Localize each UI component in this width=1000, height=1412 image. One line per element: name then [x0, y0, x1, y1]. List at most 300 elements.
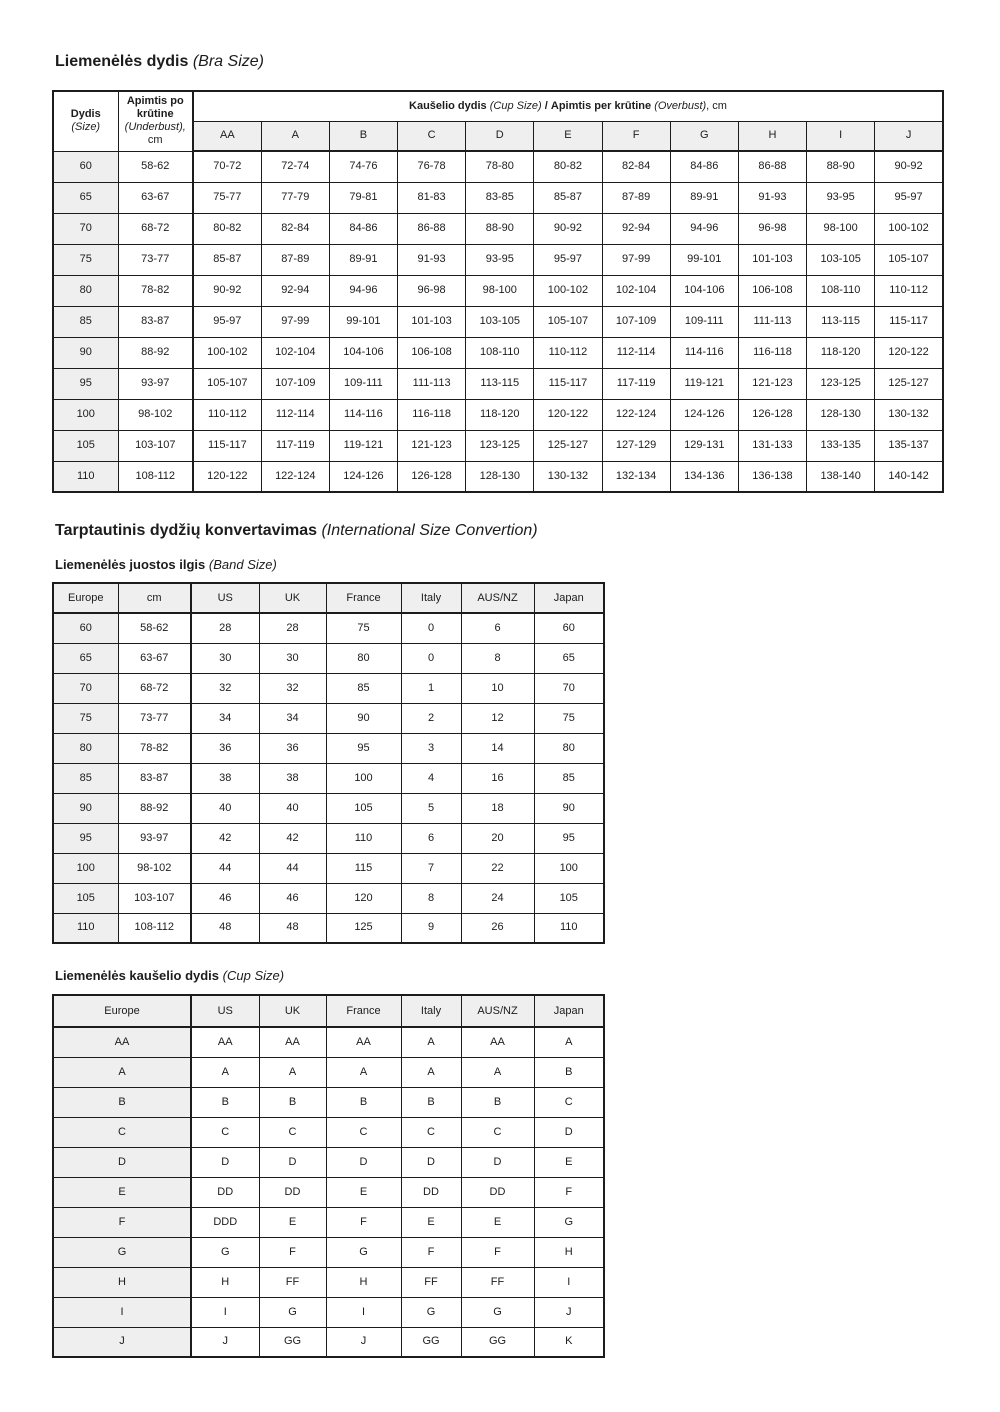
band-value-cell: 38	[191, 763, 259, 793]
band-value-cell: 8	[461, 643, 534, 673]
cup-size-heading-main: Liemenėlės kaušelio dydis	[55, 968, 220, 983]
underbust-cell: 83-87	[118, 306, 193, 337]
cup-value-cell: DD	[191, 1177, 259, 1207]
band-value-cell: 85	[326, 673, 401, 703]
band-value-cell: 12	[461, 703, 534, 733]
underbust-cell: 68-72	[118, 213, 193, 244]
overbust-range-cell: 95-97	[534, 244, 602, 275]
overbust-range-cell: 118-120	[807, 337, 875, 368]
underbust-cell: 58-62	[118, 151, 193, 182]
underbust-cell: 93-97	[118, 368, 193, 399]
band-size-row	[53, 883, 604, 913]
cup-value-cell: C	[191, 1117, 259, 1147]
band-value-cell: 32	[191, 673, 259, 703]
overbust-range-cell: 126-128	[738, 399, 806, 430]
cup-value-cell: FF	[461, 1267, 534, 1297]
europe-size-cell: 95	[53, 823, 118, 853]
cm-range-cell: 83-87	[118, 763, 191, 793]
band-value-cell: 30	[191, 643, 259, 673]
overbust-range-cell: 104-106	[329, 337, 397, 368]
overbust-range-cell: 95-97	[193, 306, 261, 337]
size-cell: 60	[53, 151, 118, 182]
band-value-cell: 9	[401, 913, 461, 943]
band-value-cell: 110	[534, 913, 604, 943]
country-column-header: US	[191, 995, 259, 1027]
overbust-range-cell: 100-102	[534, 275, 602, 306]
europe-size-cell: 90	[53, 793, 118, 823]
band-value-cell: 75	[326, 613, 401, 643]
band-value-cell: 48	[259, 913, 326, 943]
overbust-range-cell: 108-110	[807, 275, 875, 306]
overbust-range-cell: 72-74	[261, 151, 329, 182]
overbust-range-cell: 107-109	[261, 368, 329, 399]
underbust-cell: 73-77	[118, 244, 193, 275]
band-value-cell: 30	[259, 643, 326, 673]
cup-value-cell: A	[401, 1057, 461, 1087]
cup-value-cell: AA	[259, 1027, 326, 1057]
overbust-range-cell: 112-114	[261, 399, 329, 430]
cm-range-cell: 88-92	[118, 793, 191, 823]
band-value-cell: 38	[259, 763, 326, 793]
band-value-cell: 85	[534, 763, 604, 793]
overbust-range-cell: 86-88	[738, 151, 806, 182]
band-value-cell: 1	[401, 673, 461, 703]
overbust-range-cell: 85-87	[534, 182, 602, 213]
country-column-header: France	[326, 995, 401, 1027]
cup-value-cell: FF	[259, 1267, 326, 1297]
bra-size-header-row-1	[53, 91, 943, 121]
cup-size-heading	[52, 968, 945, 984]
cup-value-cell: D	[326, 1147, 401, 1177]
cup-size-header-row	[53, 995, 604, 1027]
band-value-cell: 95	[326, 733, 401, 763]
overbust-range-cell: 114-116	[670, 337, 738, 368]
europe-cup-cell: I	[53, 1297, 191, 1327]
overbust-range-cell: 120-122	[875, 337, 943, 368]
europe-cup-cell: B	[53, 1087, 191, 1117]
europe-size-cell: 110	[53, 913, 118, 943]
overbust-range-cell: 102-104	[602, 275, 670, 306]
cup-value-cell: A	[461, 1057, 534, 1087]
band-value-cell: 42	[191, 823, 259, 853]
band-size-row	[53, 673, 604, 703]
overbust-range-cell: 74-76	[329, 151, 397, 182]
overbust-range-cell: 106-108	[738, 275, 806, 306]
europe-cup-cell: A	[53, 1057, 191, 1087]
cup-value-cell: B	[191, 1087, 259, 1117]
overbust-range-cell: 99-101	[329, 306, 397, 337]
page-title	[52, 52, 945, 72]
overbust-range-cell: 90-92	[534, 213, 602, 244]
band-value-cell: 105	[326, 793, 401, 823]
band-value-cell: 18	[461, 793, 534, 823]
section-title-main: Tarptautinis dydžių konvertavimas	[55, 522, 317, 539]
europe-cup-cell: AA	[53, 1027, 191, 1057]
cup-letter-header: B	[329, 121, 397, 151]
cup-value-cell: DDD	[191, 1207, 259, 1237]
cup-value-cell: H	[191, 1267, 259, 1297]
bra-size-row	[53, 368, 943, 399]
europe-cup-cell: D	[53, 1147, 191, 1177]
overbust-range-cell: 130-132	[534, 461, 602, 492]
size-cell: 90	[53, 337, 118, 368]
country-column-header: Italy	[401, 995, 461, 1027]
cup-size-row	[53, 1177, 604, 1207]
overbust-range-cell: 136-138	[738, 461, 806, 492]
cup-value-cell: F	[534, 1177, 604, 1207]
cup-letter-header: I	[807, 121, 875, 151]
overbust-range-cell: 138-140	[807, 461, 875, 492]
band-value-cell: 28	[191, 613, 259, 643]
band-size-table	[52, 582, 605, 944]
overbust-range-cell: 89-91	[670, 182, 738, 213]
overbust-range-cell: 91-93	[398, 244, 466, 275]
overbust-range-cell: 109-111	[329, 368, 397, 399]
cup-value-cell: G	[191, 1237, 259, 1267]
band-value-cell: 40	[191, 793, 259, 823]
overbust-range-cell: 111-113	[398, 368, 466, 399]
overbust-range-cell: 92-94	[261, 275, 329, 306]
europe-size-cell: 80	[53, 733, 118, 763]
band-value-cell: 115	[326, 853, 401, 883]
overbust-range-cell: 118-120	[466, 399, 534, 430]
cup-size-row	[53, 1147, 604, 1177]
band-value-cell: 36	[191, 733, 259, 763]
cup-size-row	[53, 1237, 604, 1267]
band-value-cell: 28	[259, 613, 326, 643]
cup-value-cell: GG	[461, 1327, 534, 1357]
bra-size-row	[53, 182, 943, 213]
cup-size-row	[53, 1267, 604, 1297]
band-size-row	[53, 853, 604, 883]
band-size-row	[53, 613, 604, 643]
cup-value-cell: E	[259, 1207, 326, 1237]
overbust-range-cell: 115-117	[875, 306, 943, 337]
overbust-range-cell: 134-136	[670, 461, 738, 492]
band-value-cell: 5	[401, 793, 461, 823]
band-size-header-row	[53, 583, 604, 613]
overbust-range-cell: 91-93	[738, 182, 806, 213]
cm-range-cell: 63-67	[118, 643, 191, 673]
overbust-range-cell: 119-121	[670, 368, 738, 399]
overbust-range-cell: 85-87	[193, 244, 261, 275]
overbust-range-cell: 77-79	[261, 182, 329, 213]
cup-value-cell: H	[534, 1237, 604, 1267]
band-value-cell: 8	[401, 883, 461, 913]
cup-letter-header: D	[466, 121, 534, 151]
overbust-range-cell: 128-130	[807, 399, 875, 430]
overbust-range-cell: 103-105	[466, 306, 534, 337]
band-value-cell: 120	[326, 883, 401, 913]
bra-size-row	[53, 213, 943, 244]
overbust-range-cell: 90-92	[193, 275, 261, 306]
cm-range-cell: 78-82	[118, 733, 191, 763]
country-column-header: Italy	[401, 583, 461, 613]
cup-value-cell: D	[191, 1147, 259, 1177]
overbust-range-cell: 94-96	[670, 213, 738, 244]
cup-value-cell: D	[259, 1147, 326, 1177]
overbust-range-cell: 106-108	[398, 337, 466, 368]
cup-value-cell: K	[534, 1327, 604, 1357]
overbust-range-cell: 83-85	[466, 182, 534, 213]
overbust-range-cell: 95-97	[875, 182, 943, 213]
cup-value-cell: C	[461, 1117, 534, 1147]
cup-value-cell: C	[401, 1117, 461, 1147]
band-value-cell: 26	[461, 913, 534, 943]
overbust-range-cell: 123-125	[466, 430, 534, 461]
cup-value-cell: D	[401, 1147, 461, 1177]
band-value-cell: 14	[461, 733, 534, 763]
overbust-range-cell: 97-99	[602, 244, 670, 275]
cup-value-cell: G	[259, 1297, 326, 1327]
size-cell: 85	[53, 306, 118, 337]
overbust-range-cell: 105-107	[193, 368, 261, 399]
band-value-cell: 20	[461, 823, 534, 853]
size-cell: 105	[53, 430, 118, 461]
cm-range-cell: 73-77	[118, 703, 191, 733]
underbust-cell: 108-112	[118, 461, 193, 492]
overbust-range-cell: 93-95	[466, 244, 534, 275]
overbust-range-cell: 122-124	[602, 399, 670, 430]
cup-value-cell: AA	[461, 1027, 534, 1057]
cup-value-cell: D	[534, 1117, 604, 1147]
overbust-range-cell: 87-89	[261, 244, 329, 275]
overbust-range-cell: 140-142	[875, 461, 943, 492]
band-value-cell: 24	[461, 883, 534, 913]
overbust-range-cell: 123-125	[807, 368, 875, 399]
overbust-range-cell: 90-92	[875, 151, 943, 182]
cup-size-row	[53, 1297, 604, 1327]
overbust-range-cell: 96-98	[398, 275, 466, 306]
overbust-range-cell: 101-103	[398, 306, 466, 337]
overbust-range-cell: 78-80	[466, 151, 534, 182]
cup-value-cell: C	[534, 1087, 604, 1117]
overbust-range-cell: 116-118	[398, 399, 466, 430]
overbust-range-cell: 125-127	[534, 430, 602, 461]
overbust-range-cell: 82-84	[261, 213, 329, 244]
cup-value-cell: B	[401, 1087, 461, 1117]
band-value-cell: 44	[191, 853, 259, 883]
overbust-range-cell: 104-106	[670, 275, 738, 306]
overbust-range-cell: 89-91	[329, 244, 397, 275]
overbust-range-cell: 94-96	[329, 275, 397, 306]
cup-value-cell: DD	[401, 1177, 461, 1207]
overbust-range-cell: 113-115	[807, 306, 875, 337]
cup-value-cell: A	[401, 1027, 461, 1057]
band-size-heading-main: Liemenėlės juostos ilgis	[55, 557, 206, 572]
cm-column-header: cm	[118, 583, 191, 613]
country-column-header: France	[326, 583, 401, 613]
cup-value-cell: F	[326, 1207, 401, 1237]
overbust-range-cell: 86-88	[398, 213, 466, 244]
cup-value-cell: E	[461, 1207, 534, 1237]
cup-value-cell: D	[461, 1147, 534, 1177]
overbust-range-cell: 119-121	[329, 430, 397, 461]
band-value-cell: 22	[461, 853, 534, 883]
overbust-range-cell: 132-134	[602, 461, 670, 492]
band-value-cell: 80	[534, 733, 604, 763]
cup-size-row	[53, 1027, 604, 1057]
overbust-range-cell: 99-101	[670, 244, 738, 275]
cup-value-cell: A	[191, 1057, 259, 1087]
overbust-range-cell: 120-122	[193, 461, 261, 492]
band-value-cell: 46	[259, 883, 326, 913]
cup-size-table	[52, 994, 605, 1358]
section-title-international	[52, 521, 945, 541]
band-value-cell: 32	[259, 673, 326, 703]
band-size-row	[53, 733, 604, 763]
size-cell: 75	[53, 244, 118, 275]
europe-size-cell: 85	[53, 763, 118, 793]
overbust-range-cell: 124-126	[670, 399, 738, 430]
overbust-range-cell: 88-90	[807, 151, 875, 182]
overbust-range-cell: 93-95	[807, 182, 875, 213]
overbust-range-cell: 128-130	[466, 461, 534, 492]
overbust-range-cell: 114-116	[329, 399, 397, 430]
overbust-range-cell: 124-126	[329, 461, 397, 492]
underbust-cell: 98-102	[118, 399, 193, 430]
overbust-range-cell: 117-119	[602, 368, 670, 399]
band-value-cell: 34	[191, 703, 259, 733]
cup-letter-header: G	[670, 121, 738, 151]
overbust-range-cell: 125-127	[875, 368, 943, 399]
cup-value-cell: B	[326, 1087, 401, 1117]
overbust-range-cell: 115-117	[193, 430, 261, 461]
band-value-cell: 34	[259, 703, 326, 733]
size-cell: 95	[53, 368, 118, 399]
bra-size-row	[53, 430, 943, 461]
europe-size-cell: 65	[53, 643, 118, 673]
country-column-header: UK	[259, 995, 326, 1027]
bra-size-row	[53, 275, 943, 306]
cup-value-cell: G	[461, 1297, 534, 1327]
cup-letter-header: AA	[193, 121, 261, 151]
cup-value-cell: GG	[259, 1327, 326, 1357]
overbust-range-cell: 80-82	[193, 213, 261, 244]
cup-value-cell: J	[191, 1327, 259, 1357]
overbust-range-cell: 110-112	[193, 399, 261, 430]
country-column-header: AUS/NZ	[461, 995, 534, 1027]
country-column-header: Japan	[534, 583, 604, 613]
overbust-range-cell: 87-89	[602, 182, 670, 213]
overbust-range-cell: 81-83	[398, 182, 466, 213]
overbust-range-cell: 101-103	[738, 244, 806, 275]
band-value-cell: 70	[534, 673, 604, 703]
europe-cup-cell: F	[53, 1207, 191, 1237]
overbust-range-cell: 96-98	[738, 213, 806, 244]
cup-value-cell: A	[534, 1027, 604, 1057]
band-size-row	[53, 643, 604, 673]
cup-value-cell: FF	[401, 1267, 461, 1297]
band-value-cell: 110	[326, 823, 401, 853]
band-size-row	[53, 703, 604, 733]
cm-range-cell: 98-102	[118, 853, 191, 883]
band-value-cell: 2	[401, 703, 461, 733]
overbust-range-cell: 112-114	[602, 337, 670, 368]
band-value-cell: 125	[326, 913, 401, 943]
page-title-main: Liemenėlės dydis	[55, 53, 189, 70]
cup-value-cell: J	[326, 1327, 401, 1357]
cup-value-cell: AA	[191, 1027, 259, 1057]
overbust-range-cell: 82-84	[602, 151, 670, 182]
country-column-header: US	[191, 583, 259, 613]
cup-letter-header: H	[738, 121, 806, 151]
overbust-range-cell: 129-131	[670, 430, 738, 461]
cup-letter-header: C	[398, 121, 466, 151]
cup-letter-header: E	[534, 121, 602, 151]
europe-cup-cell: G	[53, 1237, 191, 1267]
overbust-range-cell: 76-78	[398, 151, 466, 182]
band-value-cell: 16	[461, 763, 534, 793]
cup-value-cell: E	[401, 1207, 461, 1237]
section-title-sub: (International Size Convertion)	[321, 522, 538, 539]
overbust-range-cell: 126-128	[398, 461, 466, 492]
band-value-cell: 40	[259, 793, 326, 823]
overbust-range-cell: 109-111	[670, 306, 738, 337]
overbust-range-cell: 105-107	[875, 244, 943, 275]
overbust-range-cell: 98-100	[807, 213, 875, 244]
cup-value-cell: I	[191, 1297, 259, 1327]
size-cell: 110	[53, 461, 118, 492]
cup-value-cell: F	[259, 1237, 326, 1267]
underbust-cell: 63-67	[118, 182, 193, 213]
band-value-cell: 80	[326, 643, 401, 673]
band-value-cell: 46	[191, 883, 259, 913]
cup-value-cell: A	[326, 1057, 401, 1087]
band-value-cell: 60	[534, 613, 604, 643]
overbust-range-cell: 84-86	[670, 151, 738, 182]
cup-value-cell: F	[401, 1237, 461, 1267]
band-value-cell: 36	[259, 733, 326, 763]
cup-value-cell: G	[401, 1297, 461, 1327]
cup-value-cell: E	[326, 1177, 401, 1207]
europe-size-cell: 60	[53, 613, 118, 643]
bra-size-row	[53, 244, 943, 275]
cup-value-cell: E	[534, 1147, 604, 1177]
europe-cup-cell: J	[53, 1327, 191, 1357]
cup-value-cell: G	[534, 1207, 604, 1237]
europe-cup-cell: E	[53, 1177, 191, 1207]
band-size-row	[53, 823, 604, 853]
band-value-cell: 105	[534, 883, 604, 913]
cup-letter-header: F	[602, 121, 670, 151]
cup-value-cell: I	[326, 1297, 401, 1327]
overbust-range-cell: 79-81	[329, 182, 397, 213]
band-value-cell: 48	[191, 913, 259, 943]
cup-value-cell: C	[259, 1117, 326, 1147]
underbust-cell: 88-92	[118, 337, 193, 368]
overbust-range-cell: 103-105	[807, 244, 875, 275]
band-value-cell: 4	[401, 763, 461, 793]
overbust-range-cell: 92-94	[602, 213, 670, 244]
cup-size-row	[53, 1117, 604, 1147]
overbust-range-cell: 130-132	[875, 399, 943, 430]
band-value-cell: 0	[401, 643, 461, 673]
overbust-range-cell: 110-112	[875, 275, 943, 306]
cup-size-row	[53, 1057, 604, 1087]
cm-range-cell: 93-97	[118, 823, 191, 853]
cup-value-cell: AA	[326, 1027, 401, 1057]
overbust-range-cell: 97-99	[261, 306, 329, 337]
cup-value-cell: F	[461, 1237, 534, 1267]
overbust-range-cell: 80-82	[534, 151, 602, 182]
europe-size-cell: 100	[53, 853, 118, 883]
band-value-cell: 10	[461, 673, 534, 703]
band-value-cell: 0	[401, 613, 461, 643]
band-value-cell: 100	[326, 763, 401, 793]
cm-range-cell: 58-62	[118, 613, 191, 643]
cup-value-cell: H	[326, 1267, 401, 1297]
